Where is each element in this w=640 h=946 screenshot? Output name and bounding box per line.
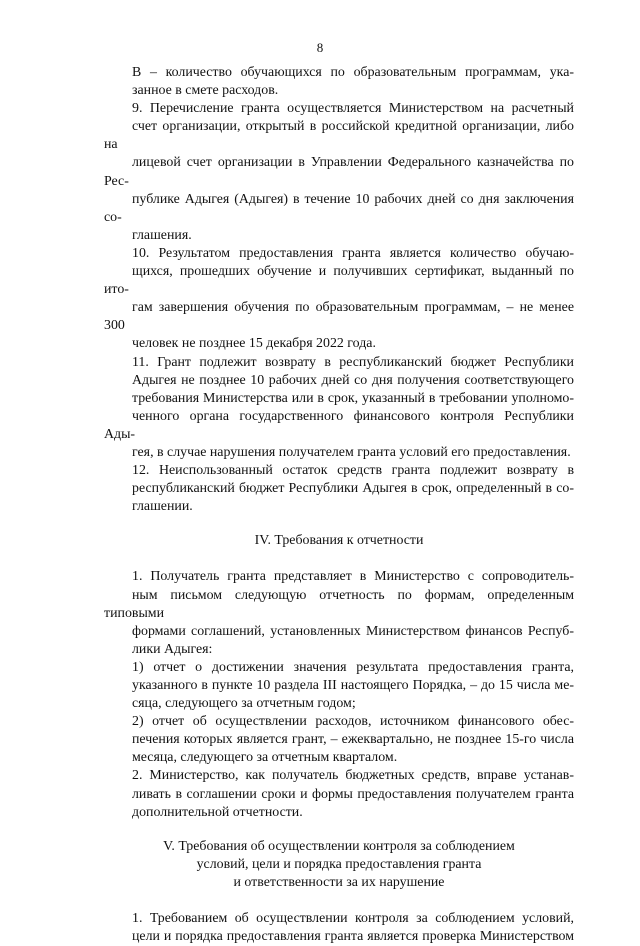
paragraph-12: 12. Неиспользованный остаток средств гранта подлежит возврату в республиканский бюджет Республики Адыгея в срок, определенный в со- глашении.	[132, 463, 574, 515]
section-v-heading: V. Требования об осуществлении контроля за соблюдением условий, цели и порядка предоставления гранта и ответственности за их нарушение	[163, 838, 515, 890]
paragraph-9: 9. Перечисление гранта осуществляется Министерством на расчетный счет организации, открытый в российской кредитной организации, либо на лицевой счет организации в Управлении Федерального казначейства по Рес- публике Адыгея (Адыгея) в течение 10 рабочих дней со дня заключения со- глашения.	[104, 101, 574, 243]
paragraph-b-definition: В – количество обучающихся по образовательным программам, ука- занное в смете расходов.	[132, 65, 574, 99]
section-iv-item-2: 2) отчет об осуществлении расходов, источником финансового обес- печения которых является грант, – ежеквартально, не позднее 15-го числа месяца, следующего за отчетным кварталом.	[132, 714, 574, 766]
paragraph-10: 10. Результатом предоставления гранта является количество обучаю- щихся, прошедших обучение и получивших сертификат, выданный по ито- гам завершения обучения по образовательным программам, – не менее 300 человек не позднее 15 декабря 2022 года.	[104, 245, 574, 352]
document-body	[104, 64, 574, 946]
section-iv-paragraph-2: 2. Министерство, как получатель бюджетных средств, вправе устанав- ливать в соглашении сроки и формы предоставления получателем гранта дополнительной отчетности.	[132, 768, 574, 820]
section-v-paragraph-1: 1. Требованием об осуществлении контроля за соблюдением условий, цели и порядка предоставления гранта является проверка Министерством	[132, 911, 574, 945]
section-iv-heading: IV. Требования к отчетности	[254, 533, 424, 549]
paragraph-11: 11. Грант подлежит возврату в республиканский бюджет Республики Адыгея не позднее 10 рабочих дней со дня получения соответствующего требования Министерства или в срок, указанный в требовании уполномо- ченного органа государственного финансового контроля Республики Ады- гея, в случае нарушения получателем гранта условий его предоставления.	[104, 354, 574, 460]
page-number: 8	[316, 40, 324, 55]
section-iv-item-1: 1) отчет о достижении значения результата предоставления гранта, указанного в пункте 10 раздела III настоящего Порядка, – до 15 числа ме- сяца, следующего за отчетным годом;	[132, 659, 574, 712]
section-iv-paragraph-1: 1. Получатель гранта представляет в Министерство с сопроводитель- ным письмом следующую отчетность по формам, определенным типовыми формами соглашений, установленных Министерством финансов Респуб- лики Адыгея:	[104, 569, 574, 657]
